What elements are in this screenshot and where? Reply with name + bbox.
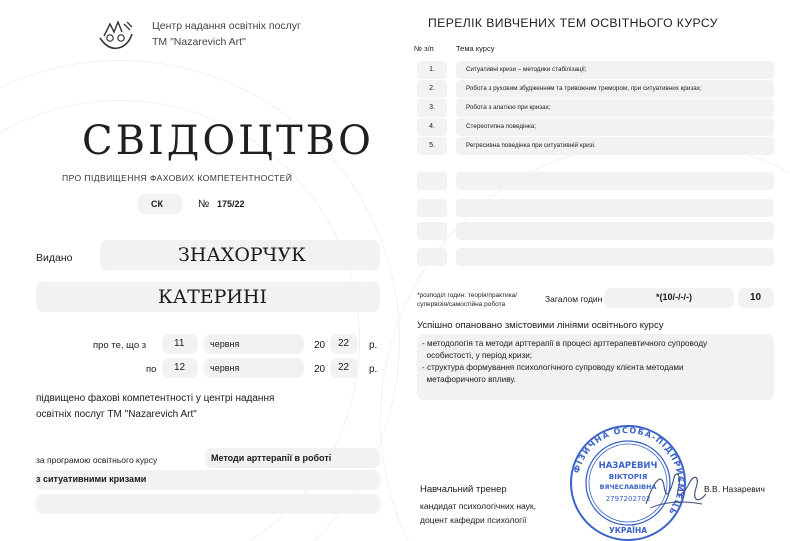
row-topic: Стереотипна поведінка; — [456, 118, 774, 136]
recipient-surname: ЗНАХОРЧУК — [178, 244, 306, 266]
row-number — [417, 199, 447, 217]
row-topic: Регресивна поведінка при ситуативній кризі. — [456, 137, 774, 155]
hours-note-line1: *розподіл годин: теорія/практика/ — [417, 292, 518, 299]
row-number — [417, 248, 447, 266]
to-year: 22 — [338, 362, 350, 373]
mastered-line: - методологія та методи арттерапії в процесі арттерапевтичного супроводу — [422, 339, 708, 348]
from-year-suffix: р. — [369, 340, 378, 351]
from-month: червня — [210, 339, 240, 349]
stamp-name1: НАЗАРЕВИЧ — [598, 461, 658, 471]
row-number: 5. — [417, 137, 447, 155]
number-sign: № — [198, 198, 210, 210]
stamp-name2: ВІКТОРІЯ — [608, 472, 648, 481]
row-number: 3. — [417, 99, 447, 117]
row-topic: Робота з руховим збудженням та тривожним тремором, при ситуативних кризах; — [456, 80, 774, 98]
stamp-name3: ВЯЧЕСЛАВІВНА — [599, 483, 657, 491]
from-year: 22 — [338, 338, 350, 349]
trainer-name: В.В. Назаревич — [704, 484, 765, 494]
stamp-ring-text: ФІЗИЧНА ОСОБА-ПІДПРИЄМЕЦЬ — [571, 425, 686, 517]
column-number-header: № з/п — [414, 44, 434, 53]
trainer-degree-line2: доцент кафедри психології — [420, 515, 527, 525]
row-number — [417, 222, 447, 240]
to-day: 12 — [174, 362, 186, 373]
row-topic — [456, 222, 774, 240]
trainer-degree-line1: кандидат психологічних наук, — [420, 501, 536, 511]
series-value: СК — [151, 199, 163, 209]
mastered-line: особистості, у період кризи; — [422, 351, 533, 360]
row-number: 4. — [417, 118, 447, 136]
date-to-label: по — [146, 364, 157, 375]
statement-line1: підвищено фахові компетентності у центрі надання — [36, 393, 275, 404]
recipient-given-name: КАТЕРИНІ — [158, 286, 268, 308]
row-number: 2. — [417, 80, 447, 98]
certificate-number: 175/22 — [217, 199, 245, 209]
mastered-line: метафоричного впливу. — [422, 375, 516, 384]
org-name-line1: Центр надання освітніх послуг — [152, 20, 301, 32]
column-topic-header: Тема курсу — [456, 44, 495, 53]
row-number: 1. — [417, 61, 447, 79]
trainer-label: Навчальний тренер — [420, 484, 507, 495]
mastered-line: - структура формування психологічного супроводу клієнта методами — [422, 363, 684, 372]
program-label: за програмою освітнього курсу — [36, 455, 158, 465]
row-topic: Робота з апатією при кризах; — [456, 99, 774, 117]
total-hours-label: Загалом годин — [545, 294, 603, 304]
signature-icon — [640, 464, 710, 516]
row-topic — [456, 248, 774, 266]
certificate-title: СВІДОЦТВО — [82, 118, 374, 164]
mastered-label: Успішно опановано змістовими лініями освітнього курсу — [417, 320, 664, 331]
nazarevich-art-logo-icon — [94, 14, 138, 58]
program-title-part2: з ситуативними кризами — [36, 474, 147, 484]
hours-split: *(10/-/-/-) — [656, 292, 692, 302]
to-month: червня — [210, 363, 240, 373]
to-year-suffix: р. — [369, 364, 378, 375]
issued-label: Видано — [36, 252, 73, 264]
program-field-3 — [36, 494, 380, 514]
program-title-part1: Методи арттерапії в роботі — [211, 453, 332, 463]
topics-title: ПЕРЕЛІК ВИВЧЕНИХ ТЕМ ОСВІТНЬОГО КУРСУ — [428, 16, 718, 30]
certificate-subtitle: ПРО ПІДВИЩЕННЯ ФАХОВИХ КОМПЕТЕНТНОСТЕЙ — [62, 173, 293, 183]
to-year-prefix: 20 — [314, 364, 326, 375]
stamp-country: УКРАЇНА — [608, 526, 648, 535]
statement-line2: освітніх послуг ТМ "Nazarevich Art" — [36, 409, 197, 420]
from-day: 11 — [174, 338, 185, 349]
date-from-label: про те, що з — [93, 340, 147, 351]
row-topic — [456, 199, 774, 217]
org-name-line2: ТМ "Nazarevich Art" — [152, 36, 246, 48]
stamp-code: 2797202703 — [605, 495, 651, 503]
row-number — [417, 172, 447, 190]
trainer-signature — [640, 464, 710, 516]
total-hours: 10 — [750, 292, 762, 303]
from-year-prefix: 20 — [314, 340, 326, 351]
logo — [94, 14, 138, 58]
hours-note-line2: супервізія/самостійна робота — [417, 301, 506, 308]
row-topic — [456, 172, 774, 190]
row-topic: Ситуативні кризи – методики стабілізації; — [456, 61, 774, 79]
